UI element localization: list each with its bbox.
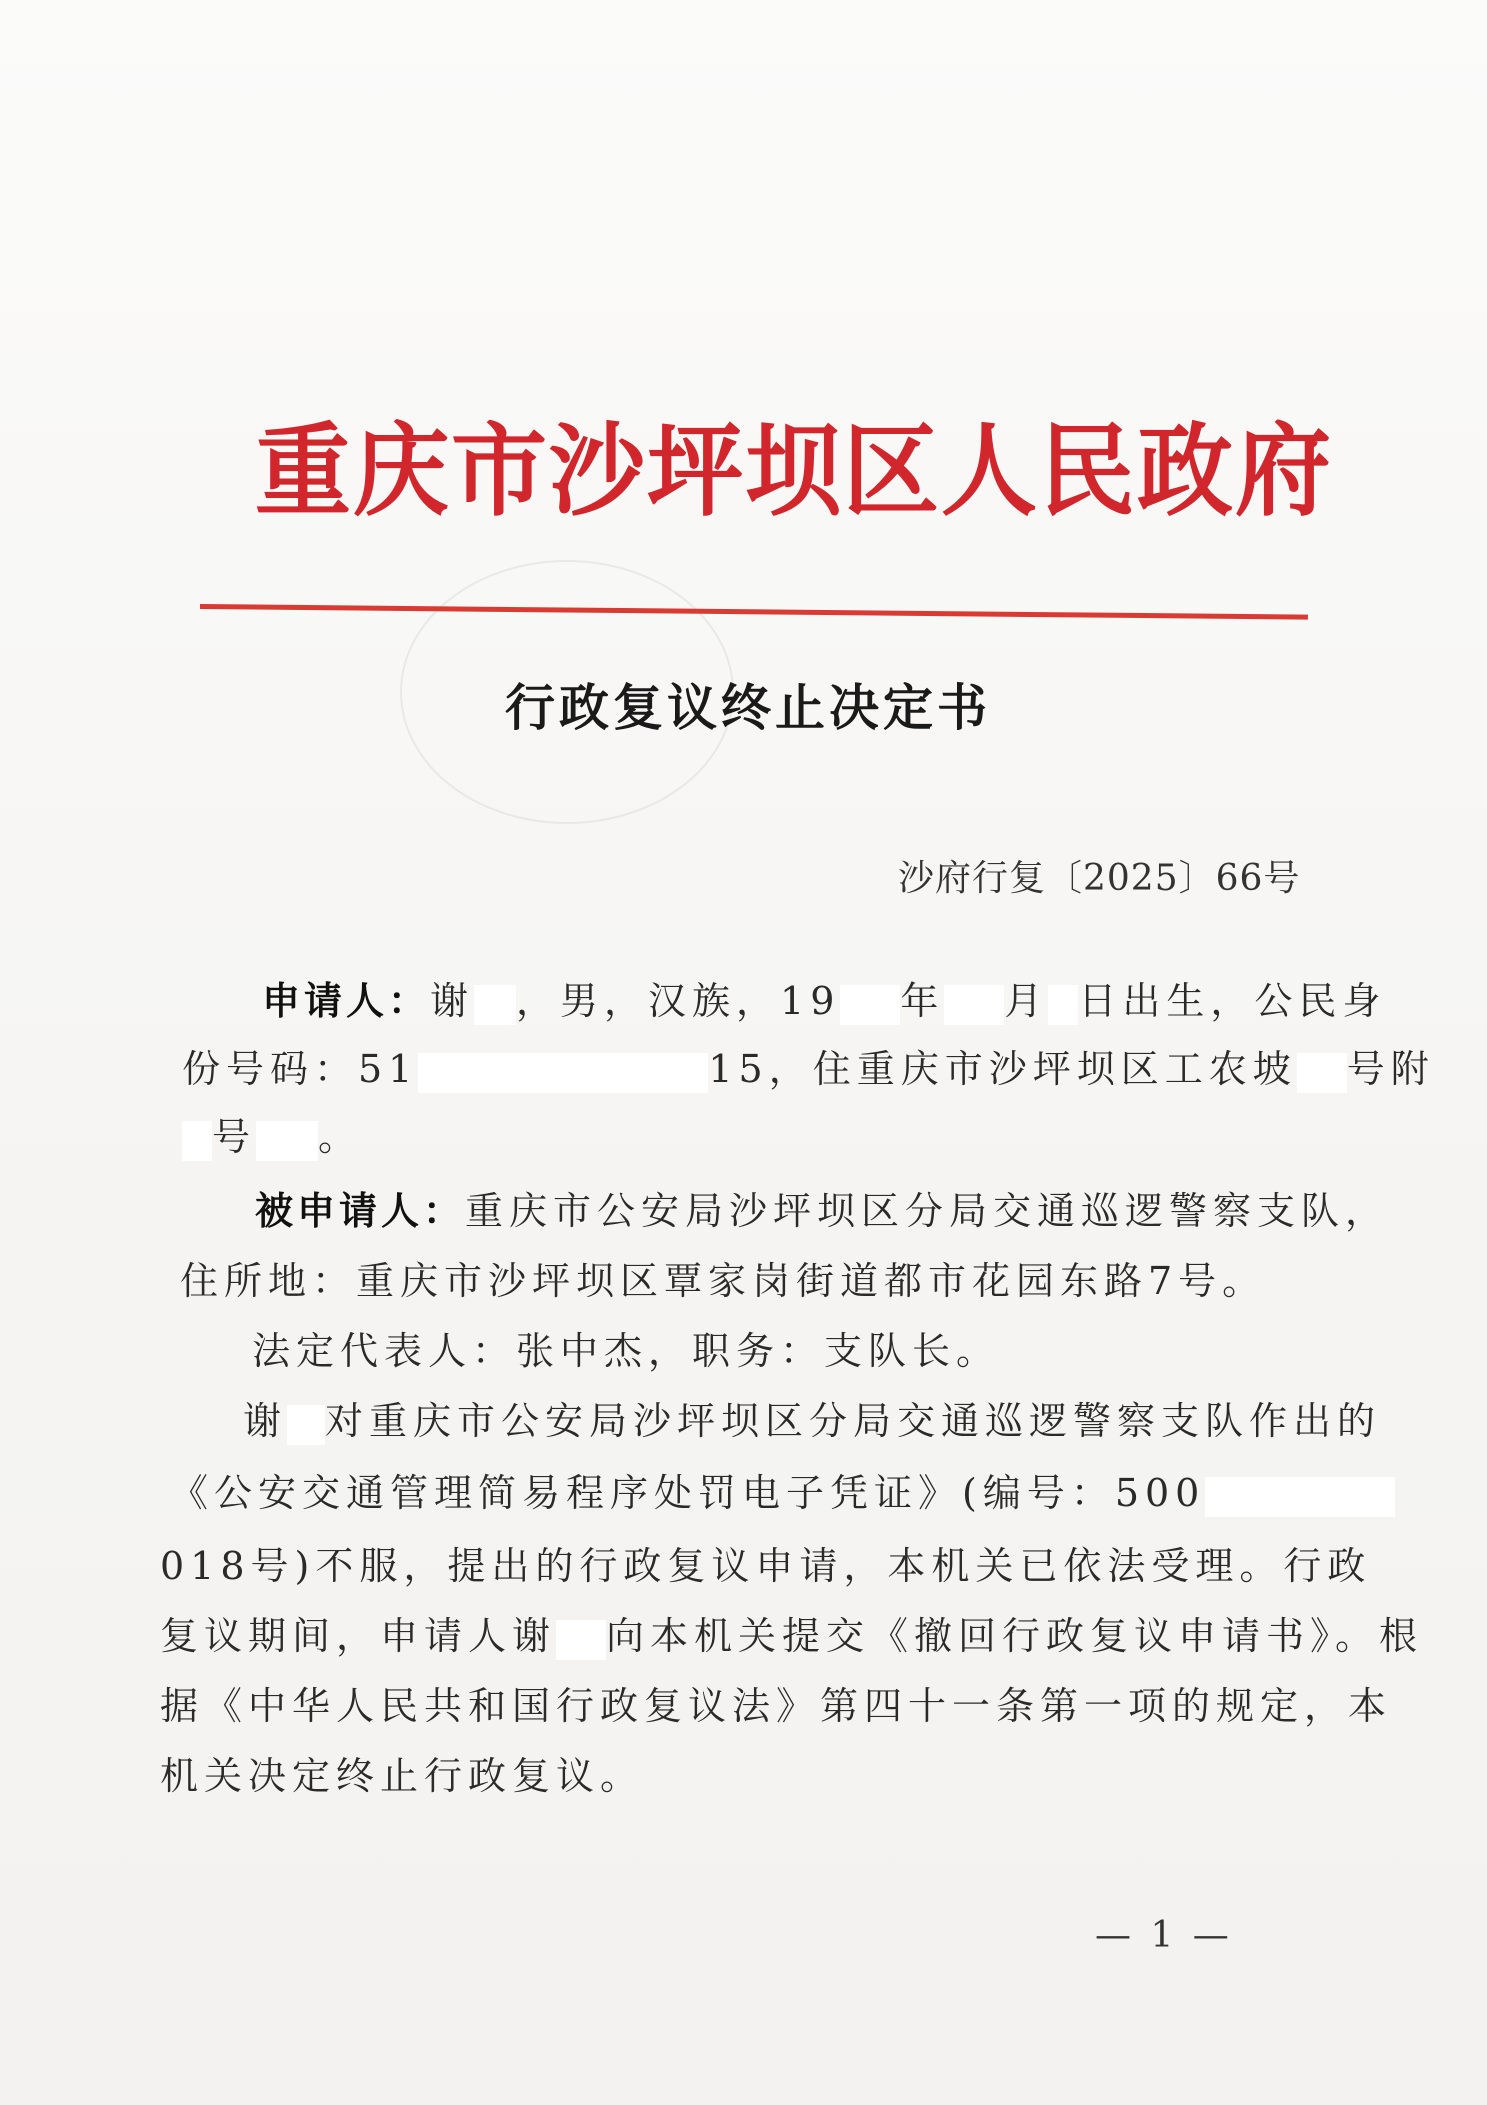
respondent-line-1 [255,1180,1389,1235]
text-span: 谢 [430,979,475,1023]
applicant-line-1 [262,970,1386,1025]
text-span: 号附 [1346,1047,1435,1091]
issuer-heading: 重庆市沙坪坝区人民政府 [255,411,1333,531]
body-line-1 [243,1390,1381,1445]
text-span: 向本机关提交《撤回行政复议申请书》。根 [606,1614,1424,1658]
text-span: 份号码：51 [182,1047,419,1091]
page-number: — 1 — [1095,1915,1233,1956]
redaction [256,1121,318,1161]
redaction [474,985,516,1025]
text-span: 对重庆市公安局沙坪坝区分局交通巡逻警察支队作出的 [325,1399,1382,1443]
redaction [1048,985,1078,1025]
text-span: 《公安交通管理简易程序处罚电子凭证》(编号：500 [170,1471,1206,1515]
redaction [944,985,1004,1025]
respondent-label: 被申请人： [255,1188,466,1233]
document-number: 沙府行复〔2025〕66号 [898,858,1301,899]
applicant-line-3 [182,1106,362,1161]
document-title: 行政复议终止决定书 [505,678,991,737]
text-span: 复议期间，申请人谢 [160,1614,557,1658]
body-line-3: 018号)不服，提出的行政复议申请，本机关已依法受理。行政 [160,1544,1372,1588]
text-span: 谢 [243,1399,288,1443]
redaction [840,985,900,1025]
body-line-2 [170,1462,1395,1517]
respondent-line-2: 住所地：重庆市沙坪坝区覃家岗街道都市花园东路7号。 [180,1259,1267,1303]
body-line-5: 据《中华人民共和国行政复议法》第四十一条第一项的规定，本 [160,1684,1393,1728]
text-span: 15，住重庆市沙坪坝区工农坡 [708,1047,1297,1091]
text-span: 日出生，公民身 [1078,979,1387,1023]
text-span: 月 [1004,979,1049,1023]
applicant-label: 申请人： [262,978,431,1023]
text-span: 号 [212,1115,257,1159]
text-span: 重庆市公安局沙坪坝区分局交通巡逻警察支队， [465,1189,1390,1233]
redaction [418,1053,708,1093]
redaction [556,1620,606,1660]
applicant-line-2 [182,1038,1435,1093]
text-span: ，男，汉族，19 [516,979,841,1023]
redaction [287,1405,325,1445]
legal-representative: 法定代表人：张中杰，职务：支队长。 [252,1329,1001,1373]
text-span: 。 [318,1115,363,1159]
text-span: 年 [900,979,945,1023]
red-divider [200,604,1308,620]
body-line-4 [160,1605,1423,1660]
redaction [182,1121,212,1161]
body-line-6: 机关决定终止行政复议。 [160,1754,645,1798]
redaction [1205,1477,1395,1517]
redaction [1297,1053,1347,1093]
